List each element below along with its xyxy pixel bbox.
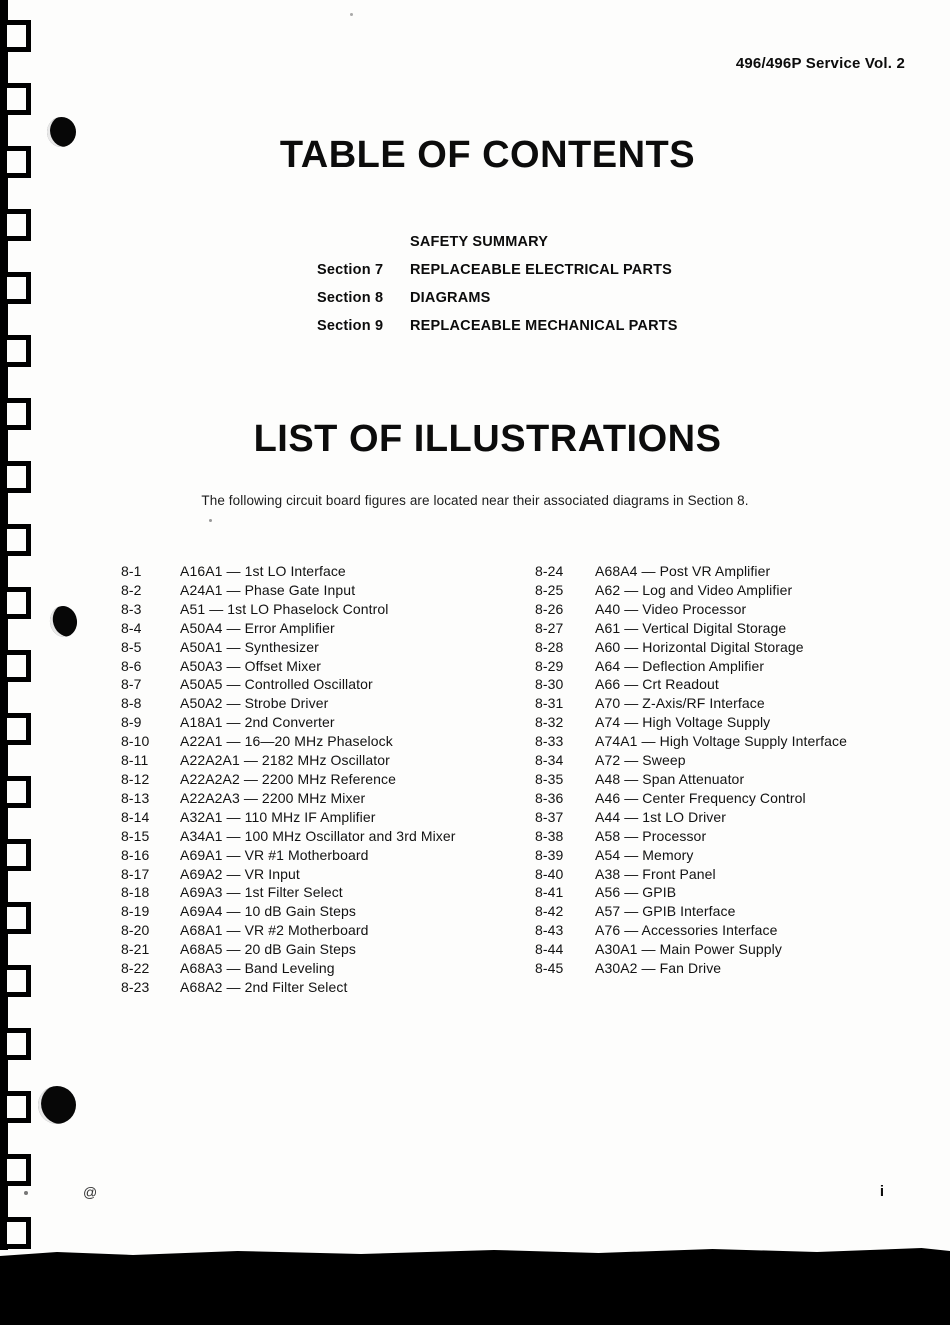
figure-label: A40 — Video Processor [595, 600, 747, 617]
illustration-row [121, 846, 456, 865]
toc-section-title: REPLACEABLE MECHANICAL PARTS [410, 318, 678, 334]
illustration-row [535, 562, 847, 581]
figure-number: 8-22 [121, 960, 150, 977]
figure-label: A62 — Log and Video Amplifier [595, 581, 793, 598]
figure-label: A66 — Crt Readout [595, 676, 719, 693]
illustration-row [535, 600, 847, 619]
figure-label: A32A1 — 110 MHz IF Amplifier [180, 808, 376, 825]
figure-number: 8-44 [535, 941, 564, 958]
figure-label: A50A4 — Error Amplifier [180, 619, 335, 636]
figure-label: A68A5 — 20 dB Gain Steps [180, 941, 356, 958]
figure-label: A16A1 — 1st LO Interface [180, 563, 346, 579]
document-header: 496/496P Service Vol. 2 [735, 55, 905, 72]
figure-number: 8-40 [535, 865, 564, 882]
figure-number: 8-25 [535, 581, 564, 598]
figure-number: 8-31 [535, 695, 564, 712]
figure-label: A46 — Center Frequency Control [595, 789, 806, 806]
illustration-row [121, 732, 456, 751]
figure-number: 8-12 [121, 770, 150, 787]
toc-entry [317, 312, 678, 340]
illustration-row [535, 959, 847, 978]
figure-label: A22A2A1 — 2182 MHz Oscillator [180, 752, 390, 769]
page-number: i [879, 1183, 884, 1200]
figure-label: A58 — Processor [595, 827, 707, 844]
figure-label: A57 — GPIB Interface [595, 903, 736, 920]
toc-entry [317, 228, 678, 256]
illustration-row [535, 883, 847, 902]
figure-label: A60 — Horizontal Digital Storage [595, 638, 804, 655]
figure-number: 8-39 [535, 846, 564, 863]
figure-label: A56 — GPIB [595, 884, 677, 901]
illustration-row [535, 770, 847, 789]
figure-label: A50A3 — Offset Mixer [180, 657, 322, 674]
figure-label: A69A1 — VR #1 Motherboard [180, 846, 369, 863]
figure-label: A69A4 — 10 dB Gain Steps [180, 903, 356, 920]
figure-number: 8-28 [535, 638, 564, 655]
illustration-row [121, 675, 456, 694]
illustration-row [535, 581, 847, 600]
figure-number: 8-29 [535, 657, 564, 674]
illustration-row [121, 921, 456, 940]
illustration-row [121, 562, 456, 581]
binding-hole-icon [48, 604, 79, 638]
illustration-row [535, 694, 847, 713]
figure-label: A69A3 — 1st Filter Select [180, 884, 343, 901]
illustration-row [121, 827, 456, 846]
illustration-row [121, 657, 456, 676]
figure-number: 8-2 [121, 581, 142, 598]
binding-comb-edge [0, 0, 36, 1250]
figure-number: 8-4 [121, 619, 142, 636]
scan-speck [209, 519, 212, 522]
illustration-row [121, 770, 456, 789]
binding-hole-icon [38, 1086, 76, 1124]
illustration-row [121, 865, 456, 884]
illustration-row [121, 902, 456, 921]
illustration-row [121, 789, 456, 808]
toc-section-number: Section 9 [317, 318, 384, 334]
figure-number: 8-26 [535, 600, 564, 617]
figure-number: 8-23 [121, 978, 150, 995]
illustration-row [121, 713, 456, 732]
figure-label: A72 — Sweep [595, 752, 686, 769]
list-of-illustrations-intro: The following circuit board figures are located near their associated diagrams in Section 8. [201, 493, 749, 508]
figure-number: 8-42 [535, 903, 564, 920]
table-of-contents-list [317, 228, 678, 340]
figure-label: A22A2A2 — 2200 MHz Reference [180, 770, 397, 787]
figure-number: 8-36 [535, 789, 564, 806]
toc-entry [317, 256, 678, 284]
illustration-row [535, 638, 847, 657]
figure-number: 8-5 [121, 638, 142, 655]
illustration-row [535, 657, 847, 676]
illustration-row [535, 675, 847, 694]
figure-label: A30A1 — Main Power Supply [595, 941, 782, 958]
figure-label: A51 — 1st LO Phaselock Control [180, 600, 389, 617]
illustration-row [535, 940, 847, 959]
illustration-row [535, 751, 847, 770]
figure-number: 8-14 [121, 808, 150, 825]
figure-number: 8-35 [535, 770, 564, 787]
figure-number: 8-6 [121, 657, 142, 674]
scan-edge-bottom [0, 1247, 950, 1325]
illustration-row [535, 713, 847, 732]
illustration-row [535, 827, 847, 846]
figure-number: 8-37 [535, 808, 564, 825]
figure-label: A76 — Accessories Interface [595, 922, 778, 939]
illustration-row [535, 921, 847, 940]
figure-label: A54 — Memory [595, 846, 694, 863]
illustration-row [535, 846, 847, 865]
figure-number: 8-16 [121, 846, 150, 863]
figure-label: A68A3 — Band Leveling [180, 960, 335, 977]
illustration-row [535, 732, 847, 751]
figure-number: 8-7 [121, 676, 142, 693]
figure-number: 8-15 [121, 827, 150, 844]
figure-number: 8-3 [121, 600, 142, 617]
illustration-row [121, 581, 456, 600]
figure-label: A70 — Z-Axis/RF Interface [595, 695, 765, 712]
figure-number: 8-17 [121, 865, 150, 882]
figure-label: A50A2 — Strobe Driver [180, 695, 329, 712]
figure-number: 8-24 [535, 563, 564, 579]
toc-section-number: Section 8 [317, 290, 384, 306]
figure-label: A68A2 — 2nd Filter Select [180, 978, 348, 995]
illustration-row [121, 978, 456, 997]
illustration-row [121, 619, 456, 638]
figure-label: A50A1 — Synthesizer [180, 638, 319, 655]
toc-section-title: DIAGRAMS [410, 290, 491, 306]
illustration-row [535, 902, 847, 921]
figure-number: 8-18 [121, 884, 150, 901]
illustration-row [121, 600, 456, 619]
illustration-row [121, 694, 456, 713]
figure-number: 8-11 [121, 752, 149, 769]
at-symbol-mark: @ [83, 1184, 98, 1200]
illustration-row [535, 619, 847, 638]
toc-section-title: SAFETY SUMMARY [410, 234, 549, 250]
illustration-row [121, 883, 456, 902]
figure-label: A38 — Front Panel [595, 865, 716, 882]
figure-number: 8-38 [535, 827, 564, 844]
figure-number: 8-45 [535, 960, 564, 977]
illustration-row [121, 751, 456, 770]
scan-speck [24, 1191, 28, 1195]
figure-label: A74A1 — High Voltage Supply Interface [595, 733, 847, 750]
illustration-row [121, 959, 456, 978]
toc-section-title: REPLACEABLE ELECTRICAL PARTS [410, 262, 673, 278]
toc-entry [317, 284, 678, 312]
figure-number: 8-9 [121, 714, 142, 731]
illustrations-column-left [121, 562, 456, 997]
figure-number: 8-33 [535, 733, 564, 750]
figure-number: 8-43 [535, 922, 564, 939]
toc-section-number: Section 7 [317, 262, 384, 278]
figure-label: A44 — 1st LO Driver [595, 808, 727, 825]
figure-label: A50A5 — Controlled Oscillator [180, 676, 373, 693]
illustration-row [121, 808, 456, 827]
figure-number: 8-41 [535, 884, 564, 901]
figure-label: A68A1 — VR #2 Motherboard [180, 922, 369, 939]
illustration-row [535, 865, 847, 884]
illustrations-column-right [535, 562, 847, 978]
figure-label: A22A2A3 — 2200 MHz Mixer [180, 789, 366, 806]
figure-number: 8-19 [121, 903, 150, 920]
figure-number: 8-1 [121, 563, 142, 579]
figure-label: A61 — Vertical Digital Storage [595, 619, 787, 636]
scan-speck [350, 13, 353, 16]
figure-number: 8-34 [535, 752, 564, 769]
figure-label: A64 — Deflection Amplifier [595, 657, 765, 674]
figure-label: A22A1 — 16—20 MHz Phaselock [180, 733, 393, 750]
figure-label: A18A1 — 2nd Converter [180, 714, 335, 731]
figure-label: A24A1 — Phase Gate Input [180, 581, 356, 598]
figure-number: 8-27 [535, 619, 564, 636]
figure-label: A30A2 — Fan Drive [595, 960, 722, 977]
illustration-row [121, 638, 456, 657]
figure-label: A69A2 — VR Input [180, 865, 300, 882]
figure-number: 8-10 [121, 733, 150, 750]
list-of-illustrations-title: LIST OF ILLUSTRATIONS [253, 418, 722, 460]
figure-number: 8-32 [535, 714, 564, 731]
figure-number: 8-30 [535, 676, 564, 693]
figure-label: A68A4 — Post VR Amplifier [595, 563, 771, 579]
illustration-row [121, 940, 456, 959]
figure-number: 8-20 [121, 922, 150, 939]
figure-label: A74 — High Voltage Supply [595, 714, 771, 731]
figure-number: 8-13 [121, 789, 150, 806]
table-of-contents-title: TABLE OF CONTENTS [279, 134, 696, 176]
figure-label: A48 — Span Attenuator [595, 770, 745, 787]
illustration-row [535, 808, 847, 827]
figure-number: 8-8 [121, 695, 142, 712]
figure-label: A34A1 — 100 MHz Oscillator and 3rd Mixer [180, 827, 456, 844]
illustration-row [535, 789, 847, 808]
figure-number: 8-21 [121, 941, 150, 958]
